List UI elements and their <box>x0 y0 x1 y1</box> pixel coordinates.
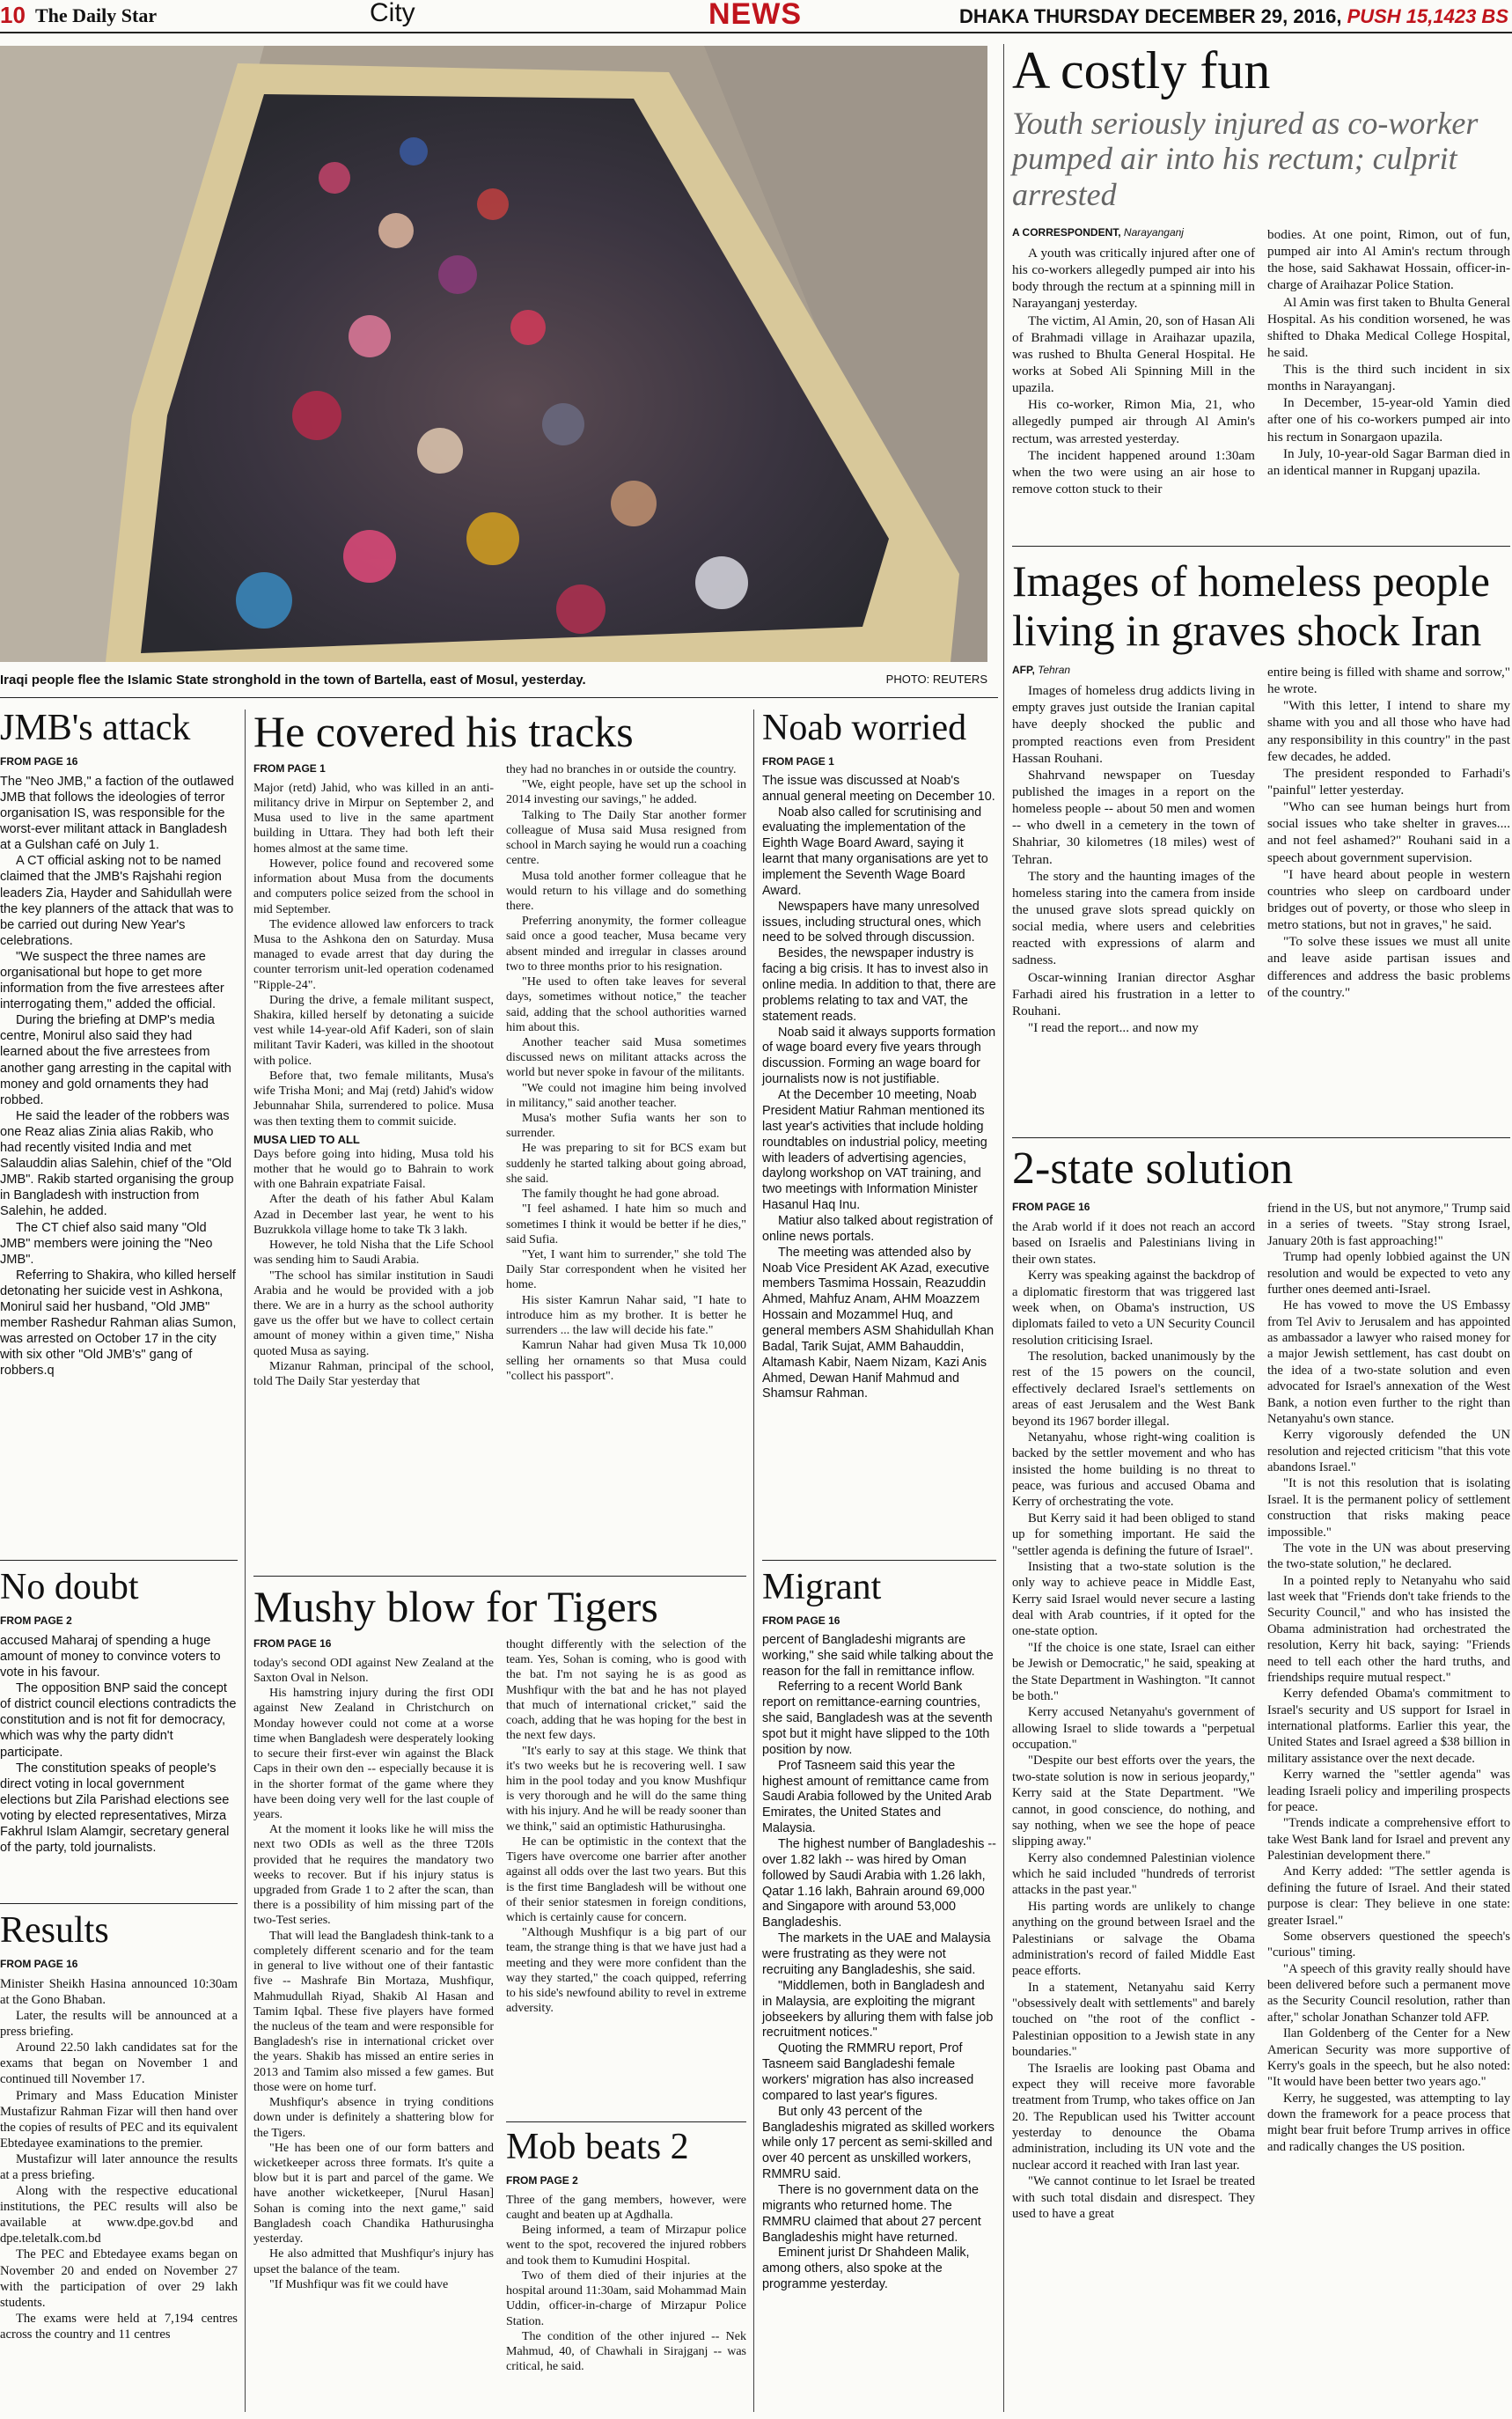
story-noab-worried <box>762 710 996 1402</box>
paragraph: "Although Mushfiqur is a big part of our team, the strange thing is that we have just had a meeting and they were more confident than the way they started," the coach quipped, referring to his side's newfound ability to revel in extreme adversity. <box>506 1926 746 2016</box>
column-1 <box>253 762 494 1389</box>
paragraph: The highest number of Bangladeshis -- over 1.82 lakh -- was hired by Oman followed by Saudi Arabia with 1.26 lakh, Qatar 1.16 lakh, Bahrain around 69,000 and Singapore with around 53,000 Bangladeshis. <box>762 1837 996 1930</box>
paragraph: accused Maharaj of spending a huge amount of money to convince voters to vote in his favour. <box>0 1633 221 1680</box>
headline: Noab worried <box>762 708 967 748</box>
headline: Migrant <box>762 1567 882 1607</box>
dateline <box>959 5 1508 28</box>
paragraph: Noab said it always supports formation of wage board every five years through discussion. Forming an wage board for journalists now is not justifiable. <box>762 1025 996 1087</box>
paragraph: Referring to a recent World Bank report on remittance-earning countries, she said, Bangladesh was at the seventh spot but it might have slipped to the 10th position by now. <box>762 1680 993 1757</box>
from-page: FROM PAGE 2 <box>506 2174 578 2187</box>
paragraph: "He used to often take leaves for several days, sometimes without notice," the teacher said, adding that the school authorities warned him about this. <box>506 975 746 1034</box>
paragraph: The condition of the other injured -- Nek Mahmud, 40, of Chawhali in Sirajganj -- was critical, he said. <box>506 2329 746 2374</box>
from-page: FROM PAGE 16 <box>762 1614 840 1627</box>
paragraph: He was preparing to sit for BCS exam but suddenly he started talking about going abroad, she said. <box>506 1142 746 1186</box>
column-1 <box>1012 1201 1255 2222</box>
paragraph: At the moment it looks like he will miss the next two ODIs as well as the three T20Is provided that he requires the mandatory two weeks to recover. But if his injury status is upgraded from Grade 1 to 2 after the scan, than there is a possibility of him missing part of the two-Test series. <box>253 1823 494 1928</box>
paragraph: Noab also called for scrutinising and evaluating the implementation of the Eighth Wage Board Award, saying it learnt that many organisations are yet to implement the Seventh Wage Board Award. <box>762 805 988 898</box>
paragraph: Some observers questioned the speech's "curious" timing. <box>1267 1929 1510 1960</box>
paragraph: Insisting that a two-state solution is the only way to achieve peace in Middle East, Kerry said Israel would never secure a lasting deal with Arab countries, if it opted for the one-state option. <box>1012 1559 1255 1639</box>
paragraph: Two of them died of their injuries at the hospital around 11:30am, said Mohammad Main Uddin, officer-in-charge of Mirzapur Police Station. <box>506 2268 746 2328</box>
main-photo <box>0 46 987 662</box>
paragraph: During the briefing at DMP's media centre, Monirul also said they had learned about the five arrestees from another gang arresting in the capital with money and gold ornaments they had robbed. <box>0 1013 231 1107</box>
deck: Youth seriously injured as co-worker pumped air into his rectum; culprit arrested <box>1012 106 1479 212</box>
byline: A CORRESPONDENT, Narayanganj <box>1012 225 1184 239</box>
paragraph: In a statement, Netanyahu said Kerry "obsessively dealt with settlements" and barely touched on "the root of the conflict - Palestinian opposition to a Jewish state in any boundaries." <box>1012 1980 1255 2060</box>
paragraph: "I have heard about people in western countries who sleep on cardboard under bridges out of poverty, or those who sleep in metro stations, but not in graves," he said. <box>1267 866 1510 933</box>
from-page: FROM PAGE 16 <box>0 755 78 768</box>
paragraph: His sister Kamrun Nahar said, "I hate to introduce him as my brother. It is better he surrenders ... the law will decide his fate." <box>506 1293 746 1338</box>
body <box>0 1614 238 1856</box>
body <box>762 1614 996 2293</box>
paragraph: friend in the US, but not anymore," Trump said in a series of tweets. "Stay strong Israel, January 20th is fast approaching!" <box>1267 1202 1510 1248</box>
paragraph: Three of the gang members, however, were caught and beaten up at Agdhalla. <box>506 2193 746 2222</box>
photo-credit: PHOTO: REUTERS <box>885 673 987 686</box>
divider <box>0 1560 238 1561</box>
paragraph: today's second ODI against New Zealand at the Saxton Oval in Nelson. <box>253 1656 494 1685</box>
paragraph: "Yet, I want him to surrender," she told The Daily Star correspondent when he visited her home. <box>506 1248 746 1292</box>
paragraph: The issue was discussed at Noab's annual general meeting on December 10. <box>762 773 995 804</box>
date-text: DHAKA THURSDAY DECEMBER 29, 2016, <box>959 5 1342 27</box>
paragraph: Minister Sheikh Hasina announced 10:30am at the Gono Bhaban. <box>0 1976 238 2007</box>
paragraph: they had no branches in or outside the country. <box>506 763 737 776</box>
paragraph: The meeting was attended also by Noab Vice President AK Azad, executive members Tasmima Hossain, Reazuddin Ahmed, Mahfuz Anam, AHM Moazzem Hossain and Mozammel Huq, and general members ASM Shahidullah Khan Badal, Tarik Sujat, AMM Bahauddin, Altamash Kabir, Naem Nizam, Kazi Anis Ahmed, Dewan Hanif Mahmud and Shamsur Rahman. <box>762 1245 995 1401</box>
paragraph: In a pointed reply to Netanyahu who said last week that "Friends don't take friends to the Security Council," and who has insisted the Obama administration had orchestrated the resolution, Kerry hit back, saying: "Friends need to tell each other the hard truths, and friendships require mutual respect." <box>1267 1573 1510 1685</box>
story-two-state <box>1012 1143 1510 2222</box>
paragraph: Musa's mother Sufia wants her son to surrender. <box>506 1112 746 1141</box>
paragraph: "He has been one of our form batters and wicketkeeper across three formats. It's quite a blow but it is part and parcel of the game. We have another wicketkeeper, [Nurul Hasan] Sohan is coming into the next game," said Bangladesh coach Chandika Hathurusingha yesterday. <box>253 2141 494 2246</box>
column-1 <box>1012 664 1255 1036</box>
column-rule <box>753 710 754 2412</box>
paragraph: And Kerry added: "The settler agenda is defining the future of Israel. And their stated purpose is clear: They believe in one state: greater Israel." <box>1267 1864 1510 1928</box>
body <box>0 755 238 1379</box>
paragraph: Along with the respective educational institutions, the PEC results will also be available at www.dpe.gov.bd and dpe.teletalk.com.bd <box>0 2184 238 2246</box>
paragraph: Ilan Goldenberg of the Center for a New American Security was more supportive of Kerry's goals in the speech, but he also noted: "It would have been better two years ago." <box>1267 2026 1510 2090</box>
story-covered-tracks <box>253 707 746 1389</box>
paragraph: Matiur also talked about registration of online news portals. <box>762 1213 993 1244</box>
paragraph: Kerry also condemned Palestinian violence which he said included "hundreds of terrorist attacks in the past year." <box>1012 1850 1255 1898</box>
bangla-date: PUSH 15,1423 BS <box>1347 5 1508 27</box>
divider <box>1012 1137 1510 1138</box>
headline: JMB's attack <box>0 708 191 748</box>
paragraph: Days before going into hiding, Musa told his mother that he would go to Bahrain to work with one Bahrain expatriate Faisal. <box>253 1147 494 1192</box>
column-2 <box>1267 664 1510 1036</box>
masthead: The Daily Star <box>35 4 158 26</box>
paragraph: The victim, Al Amin, 20, son of Hasan Ali of Brahmadi village in Araihazar upazila, was rushed to Bhulta General Hospital. He works at Sobed Ali Spinning Mill in the upazila. <box>1012 312 1255 396</box>
paragraph: A CT official asking not to be named claimed that the JMB's Rajshahi region leaders Zia, Hayder and Sahidullah were the key planners of the attack that was to be carried out during New Year's celebrations. <box>0 854 234 948</box>
paragraph: Major (retd) Jahid, who was killed in an anti-militancy drive in Mirpur on September 2, and Musa used to live in the same apartment building in Uttara. They had both left their homes almost at the same time. <box>253 781 494 856</box>
paragraph: This is the third such incident in six months in Narayanganj. <box>1267 362 1510 394</box>
from-page: FROM PAGE 16 <box>0 1958 78 1970</box>
paragraph: "Despite our best efforts over the years, the two-state solution is now in serious jeopardy," Kerry said at the State Department. "We cannot, in good conscience, do nothing, and say nothing, when we see the hope of peace slipping away." <box>1012 1754 1255 1849</box>
paragraph: He said the leader of the robbers was one Reaz alias Zinia alias Rakib, who had recently visited India and met Salauddin alias Salehin, chief of the "Old JMB". Rakib started organising the group in Bangladesh with instruction from Salehin, he added. <box>0 1108 234 1219</box>
paragraph: In July, 10-year-old Sagar Barman died in an identical manner in Rupganj upazila. <box>1267 445 1510 478</box>
paragraph: "If the choice is one state, Israel can either be Jewish or Democratic," he said, speaking at the State Department in Washington. "It cannot be both." <box>1012 1640 1255 1703</box>
paragraph: "It's early to say at this stage. We think that it's two weeks but he is recovering well. I saw him in the pool today and you know Mushfiqur is very thorough and he will do the same thing with his injury. And he will be ready sooner than we think," said an optimistic Hathurusingha. <box>506 1744 746 1834</box>
paragraph: Kerry was speaking against the backdrop of a diplomatic firestorm that was triggered last week when, on Obama's instruction, US diplomats failed to veto a UN Security Council resolution criticising Israel. <box>1012 1268 1255 1348</box>
column-1 <box>253 1637 494 2292</box>
headline: Mob beats 2 <box>506 2127 689 2167</box>
paragraph: "With this letter, I intend to share my shame with you and all those who have had any responsibility in this country" in the past few decades, he added. <box>1267 698 1510 764</box>
paragraph: "To solve these issues we must all unite and leave aside partisan issues and differences and address the basic problems of the country." <box>1267 934 1510 1000</box>
photo-caption <box>0 673 987 687</box>
paragraph: "We, eight people, have set up the school in 2014 investing our savings," he added. <box>506 778 746 807</box>
column-rule <box>1003 44 1004 2412</box>
paragraph: "I feel ashamed. I hate him so much and sometimes I think it would be better if he dies," said Sufia. <box>506 1202 746 1246</box>
story-graves-iran <box>1012 556 1510 1036</box>
paragraph: "If Mushfiqur was fit we could have <box>269 2277 449 2291</box>
from-page: FROM PAGE 16 <box>253 1637 332 1650</box>
from-page: FROM PAGE 2 <box>0 1614 72 1627</box>
paragraph: "Trends indicate a comprehensive effort to take West Bank land for Israel and prevent any Palestinian development there." <box>1267 1816 1510 1863</box>
byline: AFP, Tehran <box>1012 664 1071 676</box>
headline: A costly fun <box>1012 41 1271 99</box>
paragraph: During the drive, a female militant suspect, Shakira, killed herself by detonating a suicide vest while 14-year-old Afif Kaderi, son of slain militant Tavir Kaderi, was killed in the shootout with police. <box>253 993 494 1068</box>
paragraph: Besides, the newspaper industry is facing a big crisis. It has to invest also in online media. In addition to that, there are problems relating to tax and VAT, the statement reads. <box>762 946 996 1024</box>
headline: 2-state solution <box>1012 1143 1294 1194</box>
paragraph: "We cannot continue to let Israel be treated with such total disdain and disrespect. They used to have a great <box>1012 2174 1255 2221</box>
headline: He covered his tracks <box>253 707 634 756</box>
paragraph: Oscar-winning Iranian director Asghar Farhadi aired his frustration in a letter to Rouhani. <box>1012 969 1255 1018</box>
caption-text: Iraqi people flee the Islamic State stronghold in the town of Bartella, east of Mosul, yesterday. <box>0 673 586 687</box>
paragraph: Preferring anonymity, the former colleague said once a good teacher, Musa became very absent minded and irregular in classes around two to three months prior to his resignation. <box>506 915 746 974</box>
paragraph: At the December 10 meeting, Noab President Matiur Rahman mentioned its last year's activities that include holding roundtables on industrial policy, meeting with leaders of advertising agencies, daylong workshop on VAT training, and two meetings with Information Minister Hasanul Haq Inu. <box>762 1088 987 1213</box>
paragraph: "The school has similar institution in Saudi Arabia and he would be provided with a job there. We are in a hurry as the school authority gave us the offer but we have to collect certain amount of money within a given time," Nisha quoted Musa as saying. <box>253 1268 494 1358</box>
body <box>0 1958 238 2342</box>
byline-place: Narayanganj <box>1123 225 1184 239</box>
paragraph: He also admitted that Mushfiqur's injury has upset the balance of the team. <box>253 2247 494 2276</box>
paragraph: "It is not this resolution that is isolating Israel. It is the permanent policy of settlement construction that risks making peace impossible." <box>1267 1476 1510 1540</box>
paragraph: The PEC and Ebtedayee exams began on November 20 and ended on November 27 with the participation of over 29 lakh students. <box>0 2247 238 2310</box>
paragraph: The "Neo JMB," a faction of the outlawed JMB that follows the ideologies of terror organisation IS, was responsible for the worst-ever militant attack in Bangladesh at a Gulshan café on July 1. <box>0 774 234 853</box>
paragraph: A youth was critically injured after one of his co-workers allegedly pumped air into his body through the rectum at a spinning mill in Narayanganj yesterday. <box>1012 246 1255 312</box>
paragraph: His parting words are unlikely to change anything on the ground between Israel and the Palestinians or salvage the Obama administration's record of failed Middle East peace efforts. <box>1012 1899 1255 1979</box>
from-page: FROM PAGE 1 <box>762 755 834 768</box>
refugee-truck-photo <box>0 46 987 662</box>
column-rule <box>245 710 246 2412</box>
paragraph: Before that, two female militants, Musa's wife Trisha Moni; and Maj (retd) Jahid's widow Jebunnahar Shila, surrendered to police. Musa was then texting them to commit suicide. <box>253 1069 494 1129</box>
paragraph: "Middlemen, both in Bangladesh and in Malaysia, are exploiting the migrant jobseekers by alluring them with false job recruitment notices." <box>762 1978 994 2040</box>
paragraph: He has vowed to move the US Embassy from Tel Aviv to Jerusalem and has appointed as ambassador a lawyer who raised money for a major Jewish settlement, has cast doubt on the idea of a two-state solution and even advocated for Israel's annexation of the West Bank, a notion even further to the right than Netanyahu's own stance. <box>1267 1298 1510 1426</box>
divider <box>1012 546 1510 547</box>
paragraph: However, he told Nisha that the Life School was sending him to Saudi Arabia. <box>253 1239 494 1268</box>
column-2 <box>506 762 746 1389</box>
paragraph: Talking to The Daily Star another former colleague of Musa said Musa resigned from school in March saying he would run a coaching centre. <box>506 808 746 868</box>
paragraph: "We could not imagine him being involved in militancy," said another teacher. <box>506 1081 746 1110</box>
paragraph: The resolution, backed unanimously by the rest of the 15 powers on the council, effectively declared Israel's settlements on areas of east Jerusalem and the West Bank beyond its 1967 border illegal. <box>1012 1349 1255 1429</box>
headline: Results <box>0 1910 109 1951</box>
divider <box>0 697 998 698</box>
paragraph: Primary and Mass Education Minister Mustafizur Rahman Fizar will then hand over the copies of results of PEC and its equivalent Ebtedayee examinations to the premier. <box>0 2088 238 2151</box>
paragraph: "A speech of this gravity really should have been delivered before such a permanent move as the Security Council resolution, rather than after," scholar Jonathan Schanzer told AFP. <box>1267 1961 1510 2025</box>
paragraph: Musa told another former colleague that he would return to his village and do something there. <box>506 869 746 913</box>
paragraph: Mushfiqur's absence in trying conditions down under is definitely a shattering blow for the Tigers. <box>253 2096 494 2140</box>
from-page: FROM PAGE 16 <box>1012 1201 1090 1213</box>
paragraph: The evidence allowed law enforcers to track Musa to the Ashkona den on Saturday. Musa managed to evade arrest that day during the counter terrorism unit-led operation codenamed "Ripple-24". <box>253 917 494 992</box>
column-2 <box>1267 1201 1510 2222</box>
paragraph: But only 43 percent of the Bangladeshis migrated as skilled workers while only 17 percent as semi-skilled and over 40 percent as unskilled workers, RMMRU said. <box>762 2104 995 2182</box>
paragraph: His co-worker, Rimon Mia, 21, who allegedly pumped air through Al Amin's rectum, was arrested yesterday. <box>1012 397 1255 446</box>
section-name: City <box>370 0 415 27</box>
paragraph: The CT chief also said many "Old JMB" members were joining the "Neo JMB". <box>0 1220 213 1267</box>
paragraph: Kerry, he suggested, was attempting to lay down the framework for a peace process that might bear fruit before Trump arrives in office and radically changes the US position. <box>1267 2091 1510 2154</box>
paragraph: Quoting the RMMRU report, Prof Tasneem said Bangladeshi female workers' migration has also increased compared to last year's figures. <box>762 2041 974 2103</box>
paragraph: Mustafizur will later announce the results at a press briefing. <box>0 2151 238 2182</box>
story-results <box>0 1912 238 2342</box>
paragraph: The markets in the UAE and Malaysia were frustrating as they were not recruiting any Bangladeshis, she said. <box>762 1931 991 1977</box>
paragraph: Trump had openly lobbied against the UN resolution and would be expected to veto any further ones deemed anti-Israel. <box>1267 1250 1510 1297</box>
paragraph: The constitution speaks of people's direct voting in local government elections but Zila Parishad elections see voting by elected representatives, Mirza Fakhrul Islam Alamgir, secretary general of the party, told journalists. <box>0 1761 230 1856</box>
story-no-doubt <box>0 1569 238 1856</box>
paragraph: Kerry vigorously defended the UN resolution and rejected criticism "that this vote abandons Israel." <box>1267 1428 1510 1474</box>
paragraph: percent of Bangladeshi migrants are working," she said while talking about the reason for the fall in remittance inflow. <box>762 1632 994 1679</box>
story-mob-beats <box>506 2129 746 2374</box>
paragraph: "I read the report... and now my <box>1028 1019 1199 1035</box>
paragraph: His hamstring injury during the first ODI against New Zealand in Christchurch on Monday however could not come at a worse time when Bangladesh were desperately looking to secure their first-ever win against the Black Caps in their own den -- especially because it is in the shorter format of the game where they have been doing very well for the last couple of years. <box>253 1687 494 1821</box>
paragraph: Another teacher said Musa sometimes discussed news on militant attacks across the world but never spoke in favour of the militants. <box>506 1035 746 1080</box>
paragraph: The incident happened around 1:30am when the two were using an air hose to remove cotton stuck to their <box>1012 447 1255 497</box>
page-header <box>0 0 1512 33</box>
paragraph: Later, the results will be announced at a press briefing. <box>0 2009 238 2040</box>
divider <box>253 1576 746 1577</box>
paragraph: The president responded to Farhadi's "painful" letter yesterday. <box>1267 765 1510 798</box>
column-1 <box>1012 226 1255 497</box>
paragraph: Al Amin was first taken to Bhulta General Hospital. As his condition worsened, he was shifted to Dhaka Medical College Hospital, he said. <box>1267 294 1510 360</box>
paragraph: Kamrun Nahar had given Musa Tk 10,000 selling her ornaments so that Musa could "collect his passport". <box>506 1339 746 1383</box>
paragraph: Newspapers have many unresolved issues, including structural ones, which need to be solved through discussion. <box>762 899 981 945</box>
paragraph: Images of homeless drug addicts living in empty graves just outside the Iranian capital have deeply shocked the public and prompted reactions even from President Hassan Rouhani. <box>1012 683 1255 766</box>
paragraph: However, police found and recovered some information about Musa from the documents and computers police seized from the school in mid September. <box>253 857 494 916</box>
paragraph: Around 22.50 lakh candidates sat for the exams that began on November 1 and continued till November 17. <box>0 2040 238 2087</box>
column-2 <box>1267 226 1510 497</box>
divider <box>0 1903 238 1904</box>
paragraph: bodies. At one point, Rimon, out of fun, pumped air into Al Amin's rectum through the hose, said Sakhawat Hossain, officer-in-charge of Araihazar Police Station. <box>1267 226 1510 293</box>
news-label: NEWS <box>708 0 802 31</box>
divider <box>506 2121 746 2122</box>
paragraph: Shahrvand newspaper on Tuesday published the images in a report on the homeless people -- about 50 men and women -- who dwell in a cemetery in the town of Shahriar, 30 kilometres (18 miles) west of Tehran. <box>1012 767 1255 867</box>
story-costly-fun <box>1012 41 1510 497</box>
paragraph: "We suspect the three names are organisational but hope to get more information from the five arrestees after interrogating them," added the official. <box>0 949 224 1012</box>
paragraph: The opposition BNP said the concept of district council elections contradicts the constitution and is not fit for democracy, which was why the party didn't participate. <box>0 1681 237 1760</box>
paragraph: Eminent jurist Dr Shahdeen Malik, among others, also spoke at the programme yesterday. <box>762 2246 970 2292</box>
paragraph: But Kerry said it had been obliged to stand up for something important. He said the "settler agenda is defining the future of Israel". <box>1012 1511 1255 1558</box>
paragraph: That will lead the Bangladesh think-tank to a completely different scenario and for the team in general to live without one of their fantastic five -- Mashrafe Bin Mortaza, Mushfiqur, Mahmudullah Riyad, Shakib Al Hasan and Tamim Iqbal. These five players have formed the nucleus of the team and were responsible for Bangladesh's rise in international cricket over the years. Shakib has missed an entire series in 2013 and Tamim also missed a few games. But those were on home turf. <box>253 1929 494 2094</box>
paragraph: There is no government data on the migrants who returned home. The RMMRU claimed that about 27 percent Bangladeshis might have returned. <box>762 2182 981 2245</box>
paragraph: Kerry warned the "settler agenda" was leading Israeli policy and imperiling prospects for peace. <box>1267 1768 1510 1814</box>
paragraph: Being informed, a team of Mirzapur police went to the spot, recovered the injured robbers and took them to Kumudini Hospital. <box>506 2224 746 2268</box>
headline: Mushy blow for Tigers <box>253 1582 658 1631</box>
from-page: FROM PAGE 1 <box>253 762 326 775</box>
paragraph: After the death of his father Abul Kalam Azad in December last year, he went to his Buzrukkola village home to take Tk 3 lakh. <box>253 1193 494 1237</box>
paragraph: Netanyahu, whose right-wing coalition is backed by the settler movement and who has insisted the home building is no threat to peace, was furious and accused Obama and Kerry of orchestrating the vote. <box>1012 1430 1255 1510</box>
headline: No doubt <box>0 1567 139 1607</box>
paragraph: thought differently with the selection of the team. Yes, Sohan is coming, who is good with the bat. I'm not saying he is as good as Mushfiqur with the bat and he has not played that much of international cricket," said the coach, adding that he was hoping for the best in the next few days. <box>506 1638 746 1743</box>
paragraph: entire being is filled with shame and sorrow," he wrote. <box>1267 665 1510 697</box>
paragraph: The story and the haunting images of the homeless staring into the camera from inside the unused grave slots spread quickly on social media, where users and celebrities reacted with expressions of alarm and sadness. <box>1012 868 1255 968</box>
paragraph: Kerry defended Obama's commitment to Israel's security and US support for Israel in international platforms. Earlier this year, the United States and Israel agreed a $38 billion in military assistance over the next decade. <box>1267 1687 1510 1766</box>
paragraph: He can be optimistic in the context that the Tigers have overcome one barrier after another against all odds over the last two years. But this is the first time Bangladesh will be without one of their senior statesmen in foreign conditions, which is certainly cause for concern. <box>506 1834 746 1924</box>
paragraph: Prof Tasneem said this year the highest amount of remittance came from Saudi Arabia followed by the United Arab Emirates, the United States and Malaysia. <box>762 1758 992 1836</box>
story-migrant <box>762 1569 996 2293</box>
paragraph: The exams were held at 7,194 centres across the country and 11 centres <box>0 2311 238 2342</box>
paragraph: the Arab world if it does not reach an accord based on Israelis and Palestinians living in their own states. <box>1012 1220 1255 1267</box>
subhead: MUSA LIED TO ALL <box>253 1132 360 1146</box>
paragraph: The family thought he had gone abroad. <box>522 1187 720 1202</box>
byline-place: Tehran <box>1038 664 1071 676</box>
paragraph: The Israelis are looking past Obama and expect they will receive more favorable treatment from Trump, who takes office on Jan 20. The Republican used his Twitter account yesterday to denounce the Obama administration, including its UN vote and the nuclear accord it reached with Iran last year. <box>1012 2061 1255 2173</box>
divider <box>762 1560 996 1561</box>
body <box>506 2174 746 2374</box>
paragraph: The vote in the UN was about preserving the two-state solution," he declared. <box>1267 1540 1510 1572</box>
paragraph: "Who can see human beings hurt from social issues who take shelter in graves.... and not feel ashamed?" Rouhani said in a speech about government supervision. <box>1267 799 1510 865</box>
headline: Images of homeless people living in graves shock Iran <box>1012 556 1490 655</box>
paragraph: Mizanur Rahman, principal of the school, told The Daily Star yesterday that <box>253 1359 494 1389</box>
body <box>762 755 996 1402</box>
page-number: 10 <box>0 2 26 28</box>
paragraph: Kerry accused Netanyahu's government of allowing Israel to slide towards a "perpetual occupation." <box>1012 1705 1255 1753</box>
paragraph: In December, 15-year-old Yamin died after one of his co-workers pumped air into his rectum in Sonargaon upazila. <box>1267 395 1510 445</box>
story-jmb-attack <box>0 710 238 1379</box>
paragraph: Referring to Shakira, who killed herself detonating her suicide vest in Ashkona, Monirul said her husband, "Old JMB" member Rashedur Rahman alias Sumon, was arrested on October 17 in the city with six other "Old JMB's" gang of robbers.q <box>0 1268 237 1379</box>
